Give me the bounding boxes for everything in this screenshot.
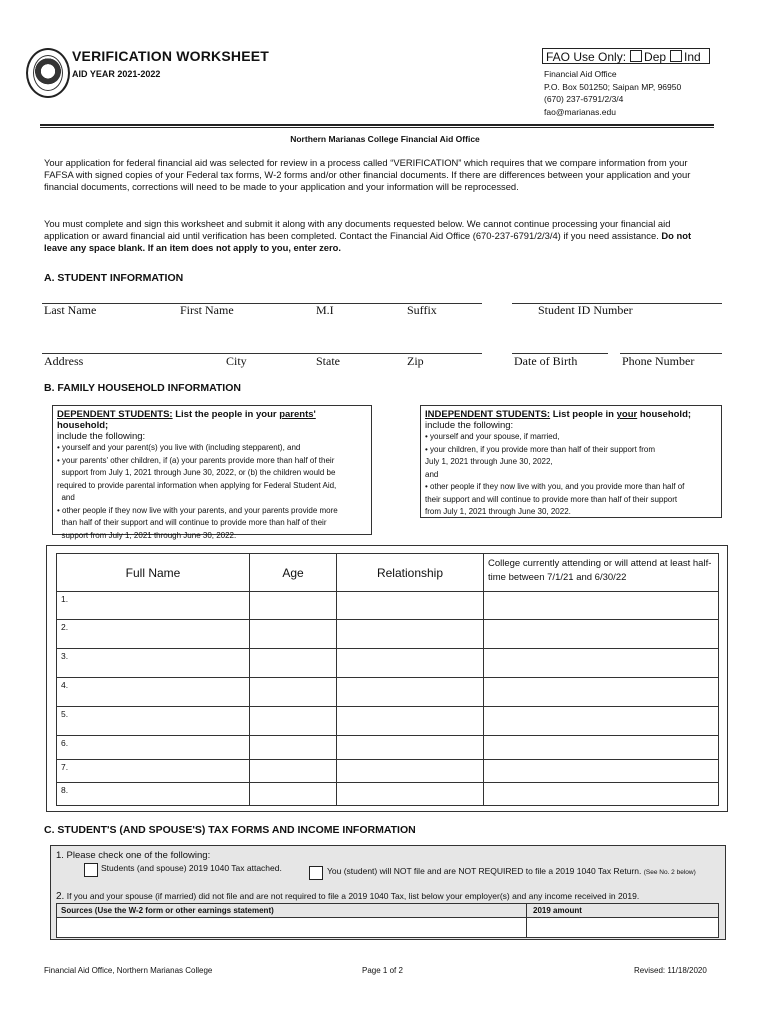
option-1-checkbox[interactable] <box>84 863 98 877</box>
table-row-age[interactable] <box>250 678 337 707</box>
table-row-name[interactable]: 7. <box>57 760 250 783</box>
table-row-college[interactable] <box>484 760 719 783</box>
table-row-name[interactable]: 1. <box>57 592 250 620</box>
table-row-name[interactable]: 3. <box>57 649 250 678</box>
table-row-age[interactable] <box>250 707 337 736</box>
table-row-relationship[interactable] <box>337 736 484 760</box>
fao-use-only-box <box>542 48 710 64</box>
fao-dep-checkbox[interactable] <box>630 50 642 62</box>
independent-include: include the following: <box>425 420 514 431</box>
intro-paragraph-2 <box>44 218 704 255</box>
table-row-age[interactable] <box>250 760 337 783</box>
header-rule-thin <box>40 127 714 128</box>
dependent-line: • your parents' other children, if (a) your parents provide more than half of their <box>57 455 335 465</box>
date-of-birth-field[interactable]: Date of Birth <box>514 354 578 368</box>
college-seal-logo <box>26 48 70 98</box>
dependent-rest-b: household; <box>57 420 109 431</box>
footer-revised-date: Revised: 11/18/2020 <box>634 966 707 975</box>
table-row-name[interactable]: 5. <box>57 707 250 736</box>
independent-lead: INDEPENDENT STUDENTS: <box>425 409 551 420</box>
independent-line: • yourself and your spouse, if married, <box>425 432 560 441</box>
option-2-note: (See No. 2 below) <box>643 869 696 876</box>
household-table <box>56 553 719 806</box>
option-2-checkbox[interactable] <box>309 866 323 880</box>
table-row-college[interactable] <box>484 592 719 620</box>
independent-line: from July 1, 2021 through June 30, 2022. <box>425 507 571 516</box>
dependent-lead: DEPENDENT STUDENTS: <box>57 409 173 420</box>
dependent-line: support from July 1, 2021 through June 30, 2022. <box>57 530 237 540</box>
table-row-college[interactable] <box>484 678 719 707</box>
fao-ind-checkbox[interactable] <box>670 50 682 62</box>
dependent-line: and <box>57 493 75 502</box>
intro-paragraph-1: Your application for federal financial aid was selected for review in a process called “VERIFICATION” which requires that we compare information from your FAFSA with signed copies of your Federal tax forms, W-2 forms and/or other financial documents. If there are differences between your application and your financial documents, corrections will need to be made to your application and your information will be reprocessed. <box>44 157 691 193</box>
option-1-label: Students (and spouse) 2019 1040 Tax attached. <box>101 863 282 873</box>
college-heading: Northern Marianas College Financial Aid Office <box>290 134 480 144</box>
dependent-line: than half of their support and will continue to provide more than half of their <box>57 518 327 527</box>
table-row-name[interactable]: 4. <box>57 678 250 707</box>
table-row-age[interactable] <box>250 620 337 649</box>
office-line: Financial Aid Office <box>544 69 617 79</box>
dependent-include: include the following: <box>57 431 146 442</box>
independent-line: July 1, 2021 through June 30, 2022, <box>425 457 553 466</box>
independent-line: their support and will continue to provide more than half of their support <box>425 494 678 504</box>
table-row-age[interactable] <box>250 736 337 760</box>
section-c-heading: C. STUDENT'S (AND SPOUSE'S) TAX FORMS AND INCOME INFORMATION <box>44 824 416 836</box>
phone-number-field[interactable]: Phone Number <box>622 354 695 368</box>
table-row-relationship[interactable] <box>337 707 484 736</box>
section-a-heading: A. STUDENT INFORMATION <box>44 272 184 284</box>
last-name-field[interactable]: Last Name <box>44 303 97 317</box>
first-name-field[interactable]: First Name <box>180 303 234 317</box>
header-relationship: Relationship <box>337 554 484 592</box>
independent-rest-a: List people in <box>550 409 617 420</box>
independent-line: • your children, if you provide more than half of their support from <box>425 444 656 454</box>
footer-page-number: Page 1 of 2 <box>362 966 403 975</box>
table-row-relationship[interactable] <box>337 620 484 649</box>
office-address <box>544 68 681 118</box>
independent-heading <box>425 409 717 420</box>
office-line: (670) 237-6791/2/3/4 <box>544 94 624 104</box>
question-1: 1. Please check one of the following: <box>56 850 211 861</box>
address-field[interactable]: Address <box>44 354 84 368</box>
header-rule <box>40 124 714 126</box>
dependent-heading <box>57 409 367 431</box>
independent-rest-b: household; <box>637 409 692 420</box>
section-b-heading: B. FAMILY HOUSEHOLD INFORMATION <box>44 382 241 394</box>
header-age: Age <box>250 554 337 592</box>
middle-initial-field[interactable]: M.I <box>316 303 334 317</box>
income-source-cell[interactable] <box>57 918 527 937</box>
city-field[interactable]: City <box>226 354 247 368</box>
table-row-name[interactable]: 2. <box>57 620 250 649</box>
income-table <box>56 903 719 938</box>
fao-label: FAO Use Only: <box>546 50 627 64</box>
income-header-sources: Sources (Use the W-2 form or other earnings statement) <box>57 904 527 918</box>
option-2-label: You (student) will NOT file and are NOT REQUIRED to file a 2019 1040 Tax Return. <box>327 866 642 876</box>
dependent-line: required to provide parental information when applying for Federal Student Aid, <box>57 480 337 490</box>
header-college: College currently attending or will attend at least half-time between 7/1/21 and 6/30/22 <box>484 554 719 592</box>
independent-underlined: your <box>616 409 638 420</box>
header-full-name: Full Name <box>57 554 250 592</box>
question-2-text: If you and your spouse (if married) did not file and are not required to file a 2019 1040 Tax, list below your employer(s) and any income received in 2019. <box>66 891 640 901</box>
fao-ind-label: Ind <box>684 50 701 64</box>
dependent-underlined: parents' <box>279 409 316 420</box>
income-header-amount: 2019 amount <box>527 904 718 918</box>
independent-line: • other people if they now live with you, and you provide more than half of <box>425 482 685 491</box>
table-row-college[interactable] <box>484 736 719 760</box>
table-row-relationship[interactable] <box>337 592 484 620</box>
dependent-line: support from July 1, 2021 through June 30, 2022, or (b) the children would be <box>57 468 336 477</box>
page-title: VERIFICATION WORKSHEET <box>72 48 270 64</box>
table-row-relationship[interactable] <box>337 783 484 806</box>
table-row-college[interactable] <box>484 620 719 649</box>
office-email: fao@marianas.edu <box>544 106 616 117</box>
question-2 <box>56 891 639 902</box>
independent-students-box <box>420 405 722 518</box>
table-row-relationship[interactable] <box>337 678 484 707</box>
dependent-line: • other people if they now live with your parents, and your parents provide more <box>57 505 338 515</box>
state-field[interactable]: State <box>316 354 340 368</box>
footer-office: Financial Aid Office, Northern Marianas College <box>44 966 213 975</box>
table-row-age[interactable] <box>250 783 337 806</box>
dependent-students-box <box>52 405 372 540</box>
question-2-number: 2. <box>56 891 65 902</box>
dependent-line: • yourself and your parent(s) you live with (including stepparent), and <box>57 443 301 452</box>
table-row-age[interactable] <box>250 649 337 678</box>
income-amount-cell[interactable] <box>527 918 718 937</box>
table-row-college[interactable] <box>484 783 719 806</box>
intro-p2-text: You must complete and sign this worksheet and submit it along with any documents requested below. We cannot continue processing your financial aid application or award financial aid until verification has been completed. Contact the Financial Aid Office (670-237-6791/2/3/4) if you need assistance. <box>44 218 671 242</box>
independent-line: and <box>425 469 439 479</box>
table-row-age[interactable] <box>250 592 337 620</box>
aid-year: AID YEAR 2021-2022 <box>72 69 161 79</box>
intro-p2-bold: Do not leave any space blank. If an item does not apply to you, enter zero. <box>44 230 692 254</box>
table-row-college[interactable] <box>484 707 719 736</box>
suffix-field[interactable]: Suffix <box>407 303 437 317</box>
table-row-relationship[interactable] <box>337 760 484 783</box>
table-row-relationship[interactable] <box>337 649 484 678</box>
office-line: P.O. Box 501250; Saipan MP, 96950 <box>544 81 682 92</box>
table-row-name[interactable]: 6. <box>57 736 250 760</box>
zip-field[interactable]: Zip <box>407 354 424 368</box>
student-id-field[interactable]: Student ID Number <box>538 303 633 317</box>
fao-dep-label: Dep <box>644 50 667 64</box>
table-row-name[interactable]: 8. <box>57 783 250 806</box>
dependent-rest-a: List the people in your <box>172 409 280 420</box>
option-2-text <box>327 866 696 876</box>
table-row-college[interactable] <box>484 649 719 678</box>
